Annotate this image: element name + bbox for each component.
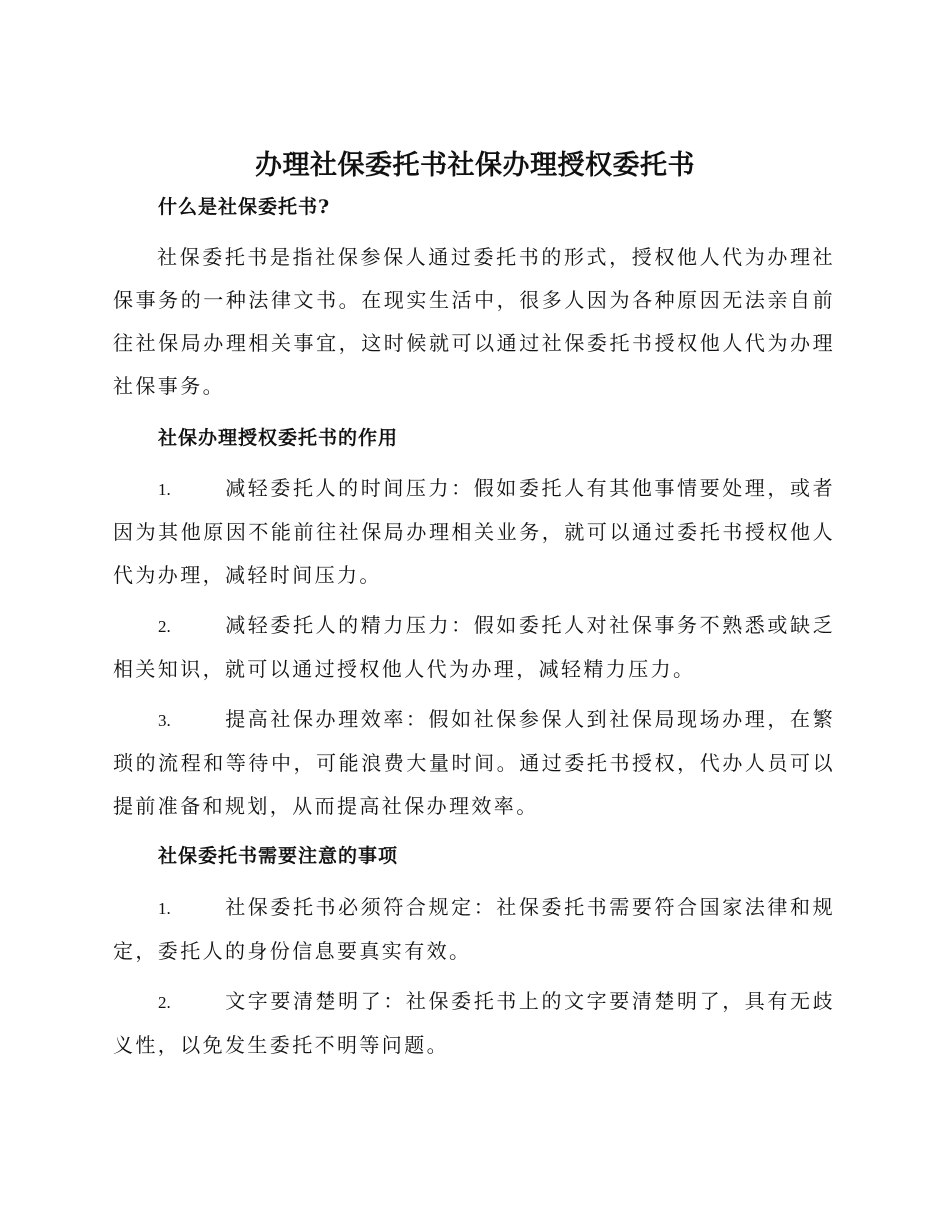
list-item <box>113 604 835 691</box>
list-item-number: 1. <box>158 899 171 918</box>
list-item-text: 文字要清楚明了：社保委托书上的文字要清楚明了，具有无歧义性，以免发生委托不明等问题。 <box>113 989 835 1057</box>
list-item-number: 3. <box>158 711 171 730</box>
list-item-text: 社保委托书必须符合规定：社保委托书需要符合国家法律和规定，委托人的身份信息要真实有效。 <box>113 895 835 963</box>
list-item <box>113 467 835 597</box>
list-item-number: 2. <box>158 993 171 1012</box>
section-heading-notes: 社保委托书需要注意的事项 <box>158 845 399 867</box>
list-item-number: 2. <box>158 617 171 636</box>
list-item-text: 减轻委托人的精力压力：假如委托人对社保事务不熟悉或缺乏相关知识，就可以通过授权他人代为办理，减轻精力压力。 <box>113 613 835 681</box>
section-paragraph-definition: 社保委托书是指社保参保人通过委托书的形式，授权他人代为办理社保事务的一种法律文书。在现实生活中，很多人因为各种原因无法亲自前往社保局办理相关事宜，这时候就可以通过社保委托书授权他人代为办理社保事务。 <box>113 245 835 398</box>
list-item <box>113 698 835 828</box>
list-item-text: 提高社保办理效率：假如社保参保人到社保局现场办理，在繁琐的流程和等待中，可能浪费大量时间。通过委托书授权，代办人员可以提前准备和规划，从而提高社保办理效率。 <box>113 707 835 818</box>
list-item-text: 减轻委托人的时间压力：假如委托人有其他事情要处理，或者因为其他原因不能前往社保局办理相关业务，就可以通过委托书授权他人代为办理，减轻时间压力。 <box>113 476 835 587</box>
list-item-number: 1. <box>158 480 171 499</box>
section-heading-what-is: 什么是社保委托书? <box>158 196 331 218</box>
document-title: 办理社保委托书社保办理授权委托书 <box>255 150 695 181</box>
list-item <box>113 886 835 973</box>
section-heading-functions: 社保办理授权委托书的作用 <box>158 427 399 449</box>
list-item <box>113 980 835 1067</box>
